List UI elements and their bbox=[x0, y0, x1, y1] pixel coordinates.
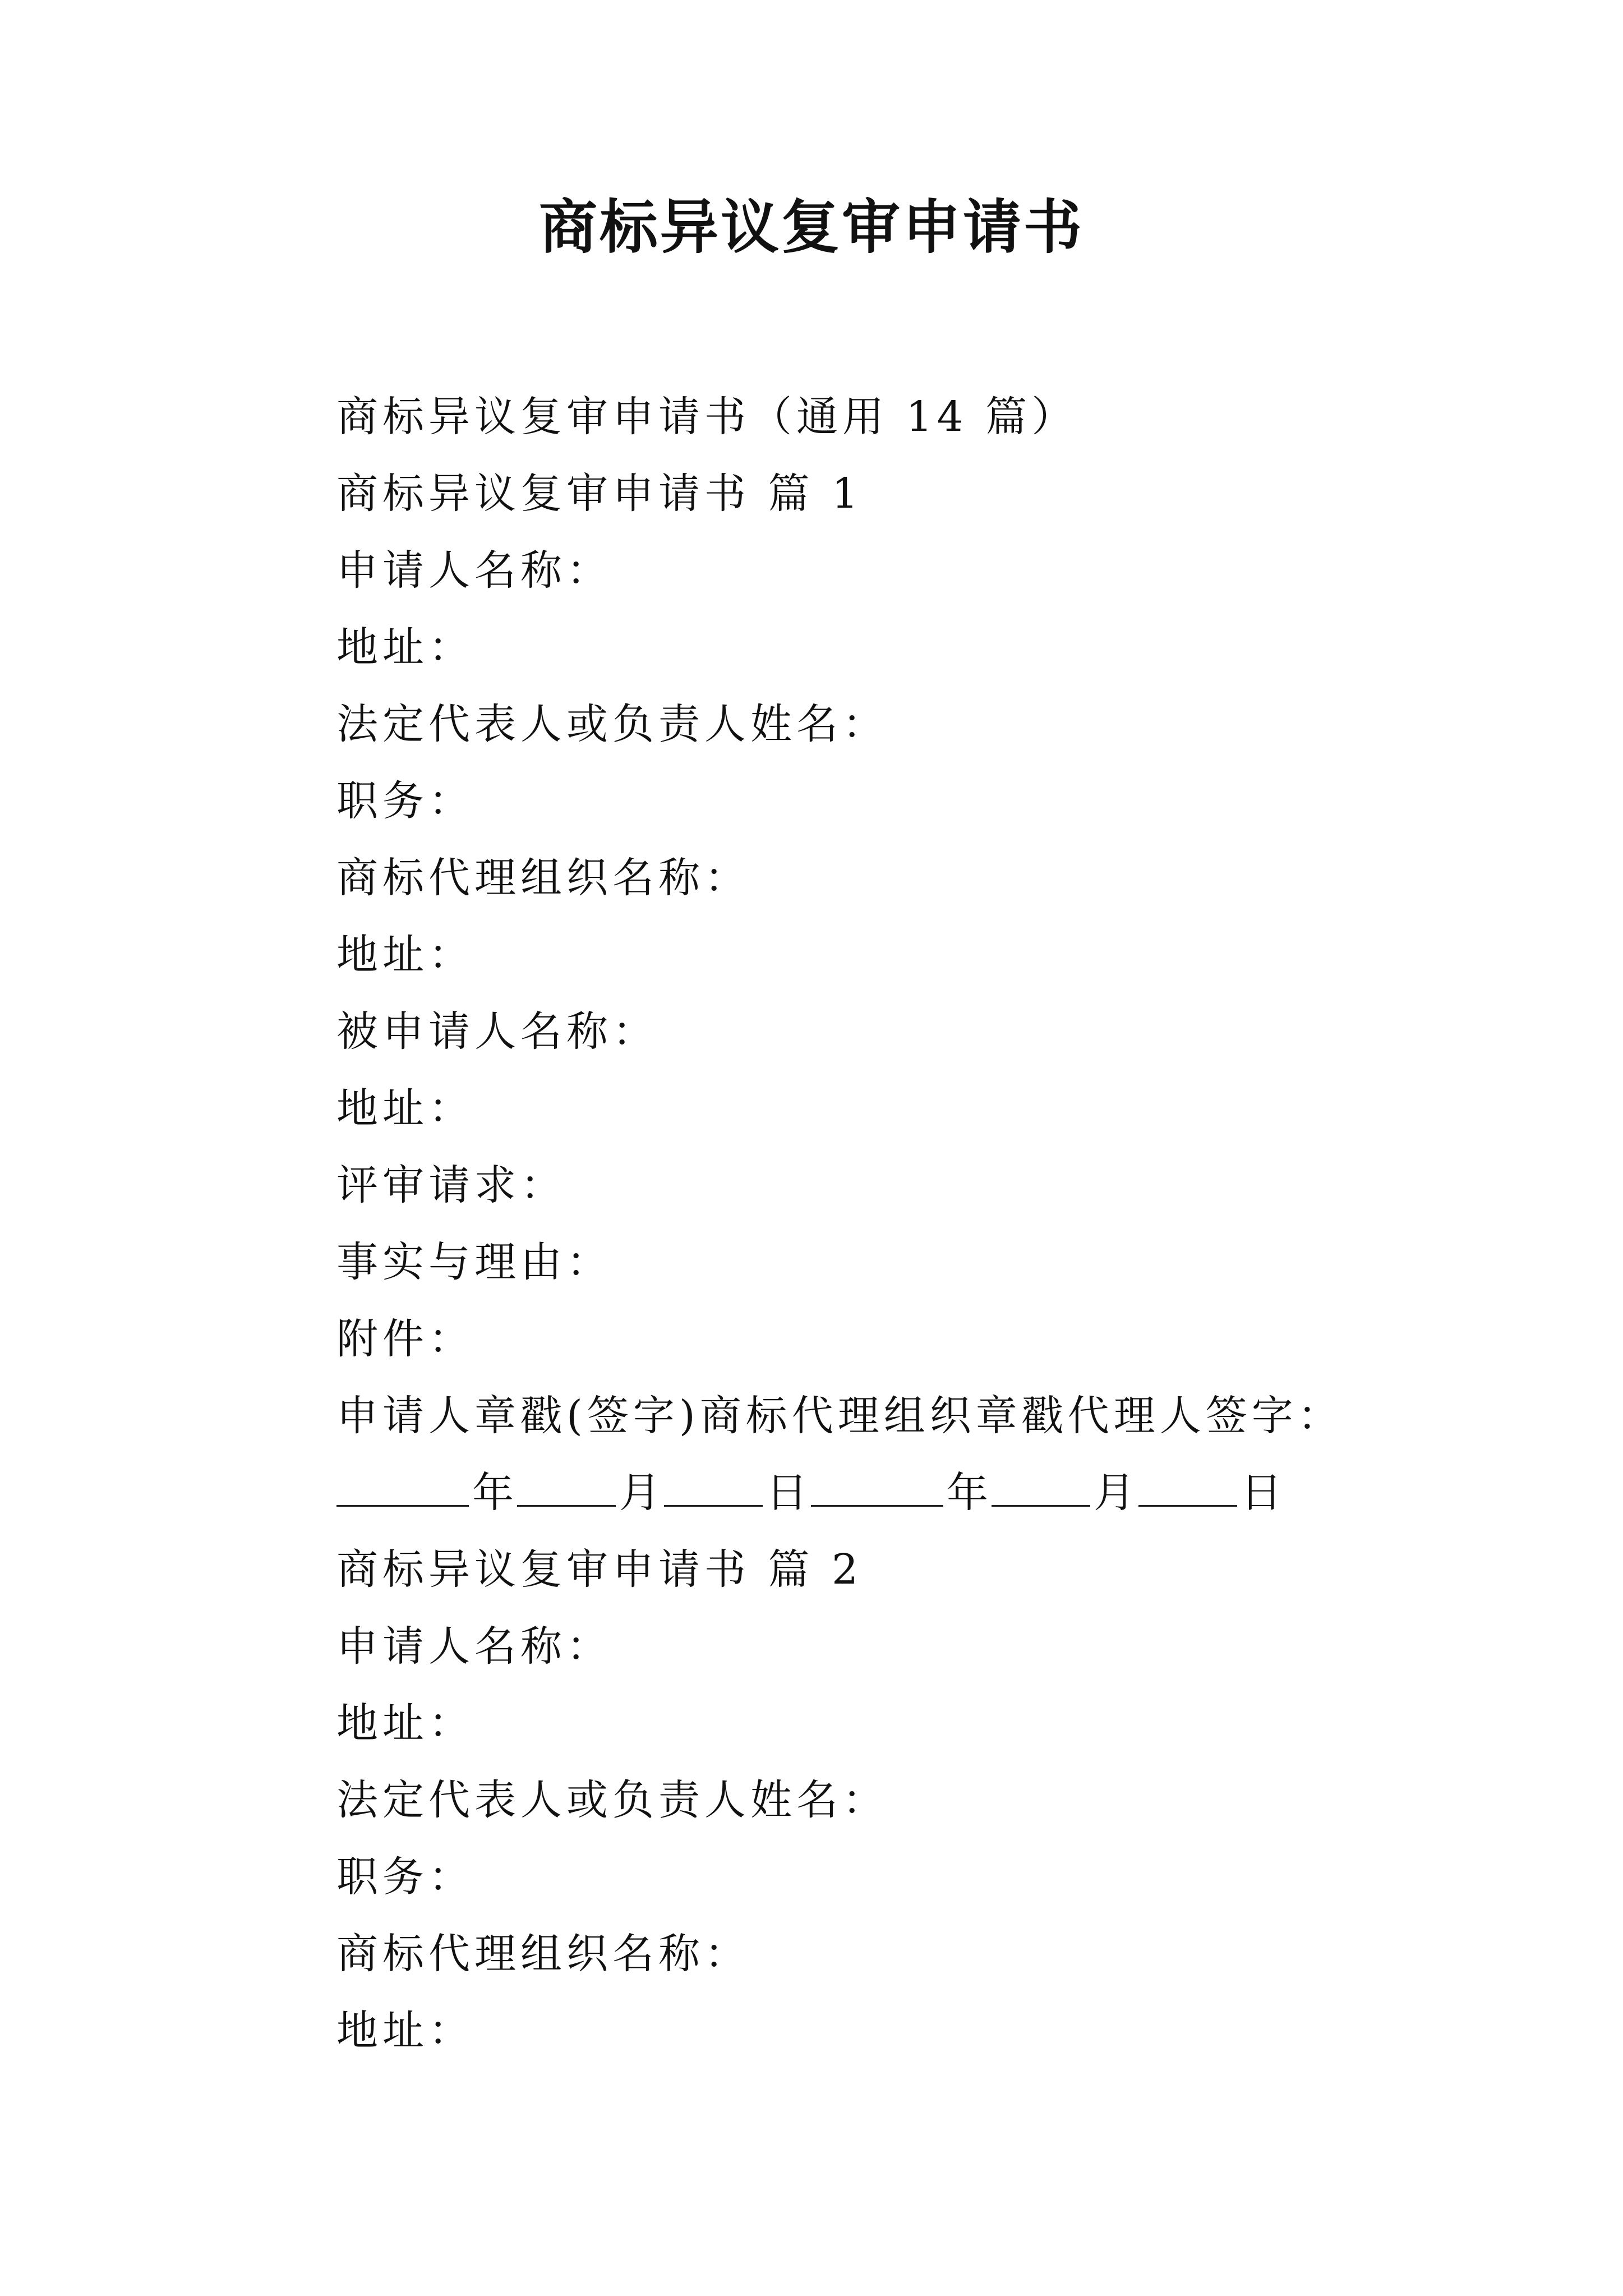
document-title: 商标异议复审申请书 bbox=[538, 192, 1084, 261]
field-agency-address: 地址： bbox=[336, 931, 474, 979]
field-address: 地址： bbox=[336, 623, 474, 671]
field-review-request: 评审请求： bbox=[336, 1161, 566, 1209]
blank-day-1 bbox=[664, 1466, 763, 1507]
blank-month-2 bbox=[992, 1466, 1090, 1507]
field-agency-name-2: 商标代理组织名称： bbox=[336, 1930, 750, 1978]
blank-day-2 bbox=[1138, 1466, 1237, 1507]
blank-year-1 bbox=[336, 1466, 469, 1507]
label-day-1: 日 bbox=[766, 1469, 808, 1517]
field-signatures: 申请人章戳(签字)商标代理组织章戳代理人签字： bbox=[336, 1392, 1344, 1440]
field-applicant-name-2: 申请人名称： bbox=[336, 1622, 612, 1671]
field-attachments: 附件： bbox=[336, 1315, 474, 1363]
label-year-1: 年 bbox=[472, 1469, 514, 1517]
field-agency-name: 商标代理组织名称： bbox=[336, 854, 750, 902]
field-legal-representative: 法定代表人或负责人姓名： bbox=[336, 700, 888, 748]
field-address-2: 地址： bbox=[336, 1699, 474, 1747]
section-heading-2: 商标异议复审申请书 篇 2 bbox=[336, 1545, 863, 1594]
label-day-2: 日 bbox=[1241, 1469, 1282, 1517]
field-facts-reasons: 事实与理由： bbox=[336, 1238, 612, 1286]
field-respondent-address: 地址： bbox=[336, 1084, 474, 1133]
field-legal-representative-2: 法定代表人或负责人姓名： bbox=[336, 1776, 888, 1824]
blank-month-1 bbox=[517, 1466, 616, 1507]
text-line-subtitle: 商标异议复审申请书（通用 14 篇） bbox=[336, 393, 1078, 441]
label-month-1: 月 bbox=[619, 1469, 661, 1517]
field-respondent-name: 被申请人名称： bbox=[336, 1007, 658, 1056]
section-heading-1: 商标异议复审申请书 篇 1 bbox=[336, 470, 863, 518]
field-position: 职务： bbox=[336, 777, 474, 825]
label-month-2: 月 bbox=[1094, 1469, 1135, 1517]
blank-year-2 bbox=[811, 1466, 943, 1507]
label-year-2: 年 bbox=[947, 1469, 988, 1517]
document-body bbox=[336, 379, 1514, 2069]
field-applicant-name: 申请人名称： bbox=[336, 546, 612, 595]
field-agency-address-2: 地址： bbox=[336, 2007, 474, 2055]
date-line bbox=[336, 1455, 1514, 1531]
field-position-2: 职务： bbox=[336, 1853, 474, 1901]
